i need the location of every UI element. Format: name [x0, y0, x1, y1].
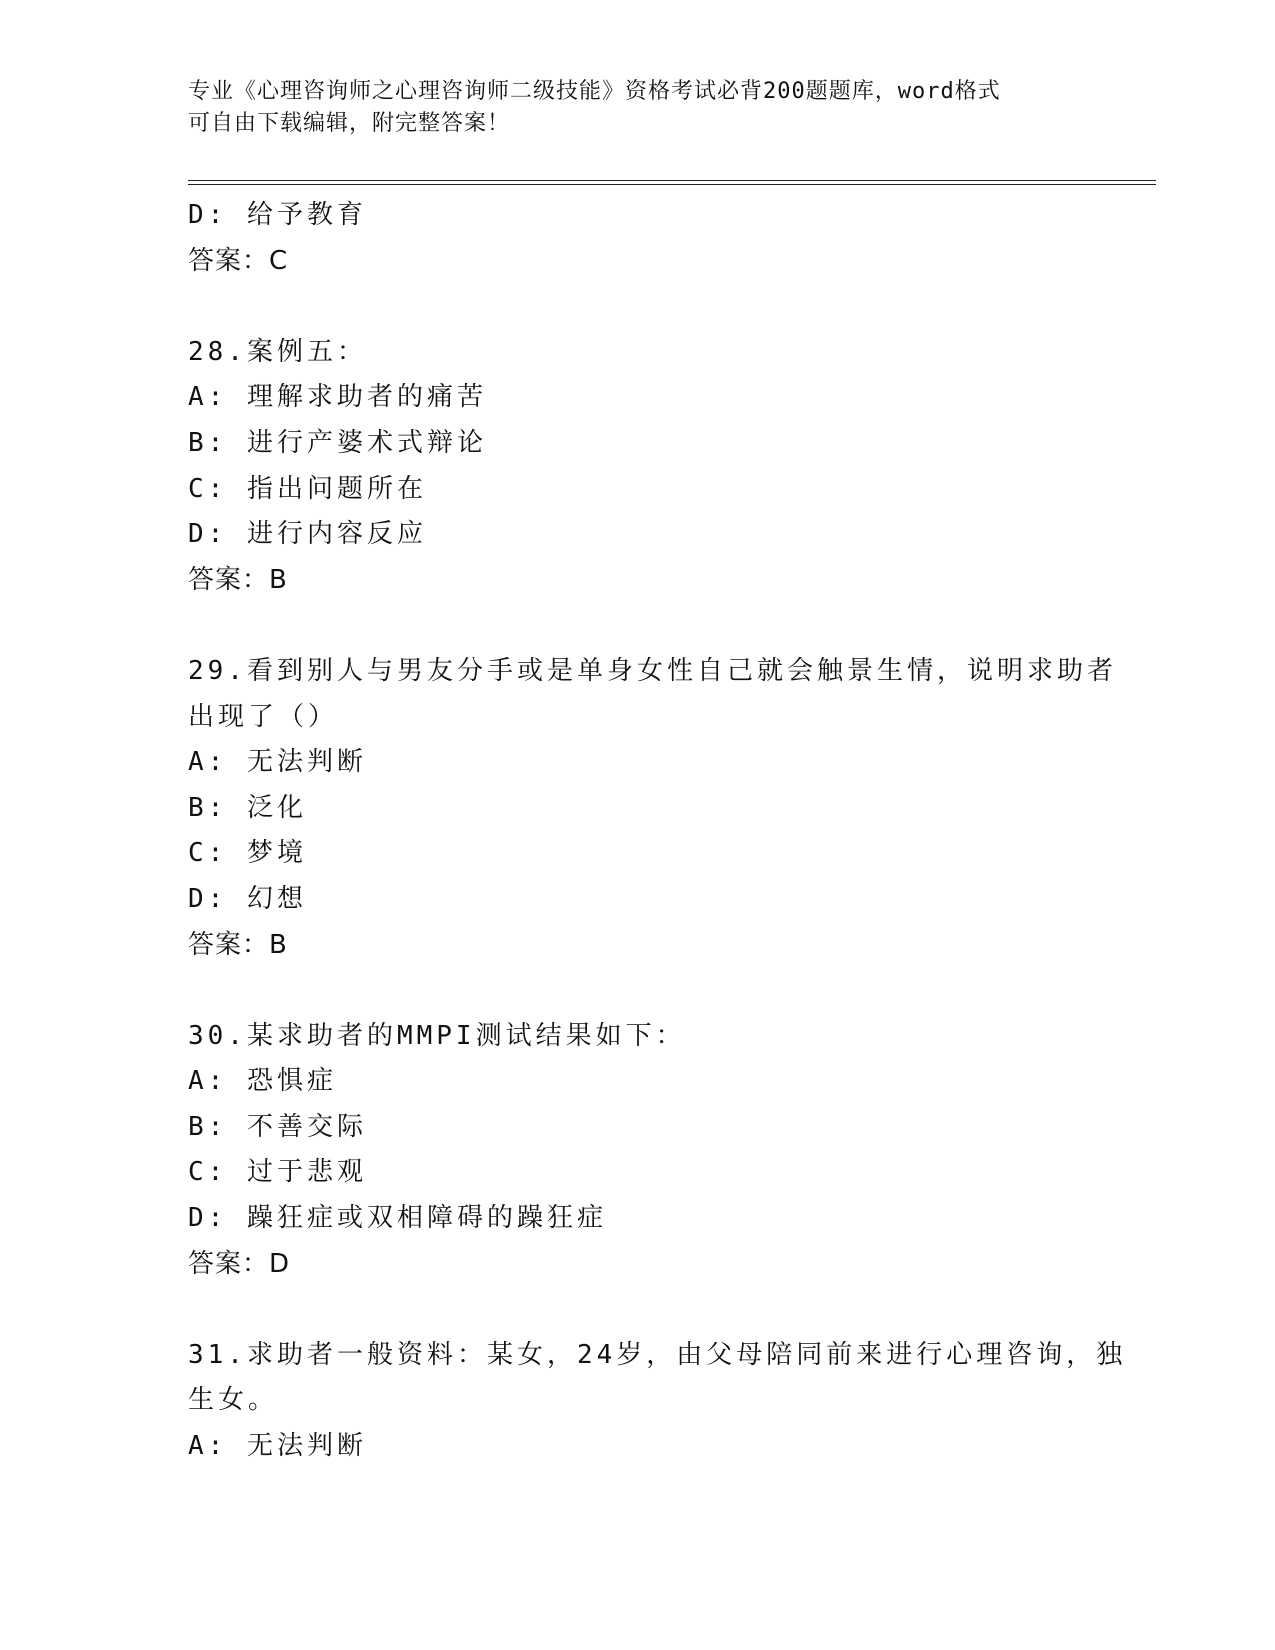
question-31-option-a: A: 无法判断: [188, 1431, 367, 1462]
header-line-1: 专业《心理咨询师之心理咨询师二级技能》资格考试必背200题题库，word格式: [188, 79, 1001, 104]
spacer: [188, 1287, 1088, 1333]
question-28-stem: 28.案例五：: [188, 336, 367, 367]
question-29-answer: 答案：B: [188, 929, 288, 960]
question-29-stem-line-2: 出现了（）: [188, 701, 339, 732]
answer: 答案：C: [188, 245, 289, 276]
spacer: [188, 603, 1088, 649]
option-d: D: 给予教育: [188, 200, 367, 230]
question-30-option-c: C: 过于悲观: [188, 1157, 367, 1188]
question-29-option-c: C: 梦境: [188, 838, 307, 869]
spacer: [188, 968, 1088, 1014]
question-31-stem-line-2: 生女。: [188, 1385, 279, 1416]
question-28-option-c: C: 指出问题所在: [188, 473, 427, 504]
question-28-option-a: A: 理解求助者的痛苦: [188, 382, 487, 413]
header-line-2: 可自由下载编辑，附完整答案！: [188, 111, 511, 136]
question-30-answer: 答案：D: [188, 1248, 291, 1279]
question-29-stem-line-1: 29.看到别人与男友分手或是单身女性自己就会触景生情，说明求助者: [188, 655, 1117, 686]
spacer: [188, 284, 1088, 330]
question-31-stem-line-1: 31.求助者一般资料：某女，24岁，由父母陪同前来进行心理咨询，独: [188, 1339, 1127, 1370]
question-list: [188, 193, 1127, 1470]
question-29-option-b: B: 泛化: [188, 792, 307, 823]
question-30-option-a: A: 恐惧症: [188, 1066, 337, 1097]
header-rule-bottom: [188, 184, 1156, 185]
question-28-option-b: B: 进行产婆术式辩论: [188, 427, 487, 458]
question-29-option-a: A: 无法判断: [188, 747, 367, 778]
question-28-answer: 答案：B: [188, 564, 288, 595]
question-30-option-d: D: 躁狂症或双相障碍的躁狂症: [188, 1203, 607, 1234]
page-header: [188, 76, 1088, 140]
question-30-option-b: B: 不善交际: [188, 1111, 367, 1142]
question-28-option-d: D: 进行内容反应: [188, 519, 427, 550]
question-30-stem: 30.某求助者的MMPI测试结果如下：: [188, 1020, 686, 1051]
header-rule-top: [188, 180, 1156, 181]
question-29-option-d: D: 幻想: [188, 883, 307, 914]
